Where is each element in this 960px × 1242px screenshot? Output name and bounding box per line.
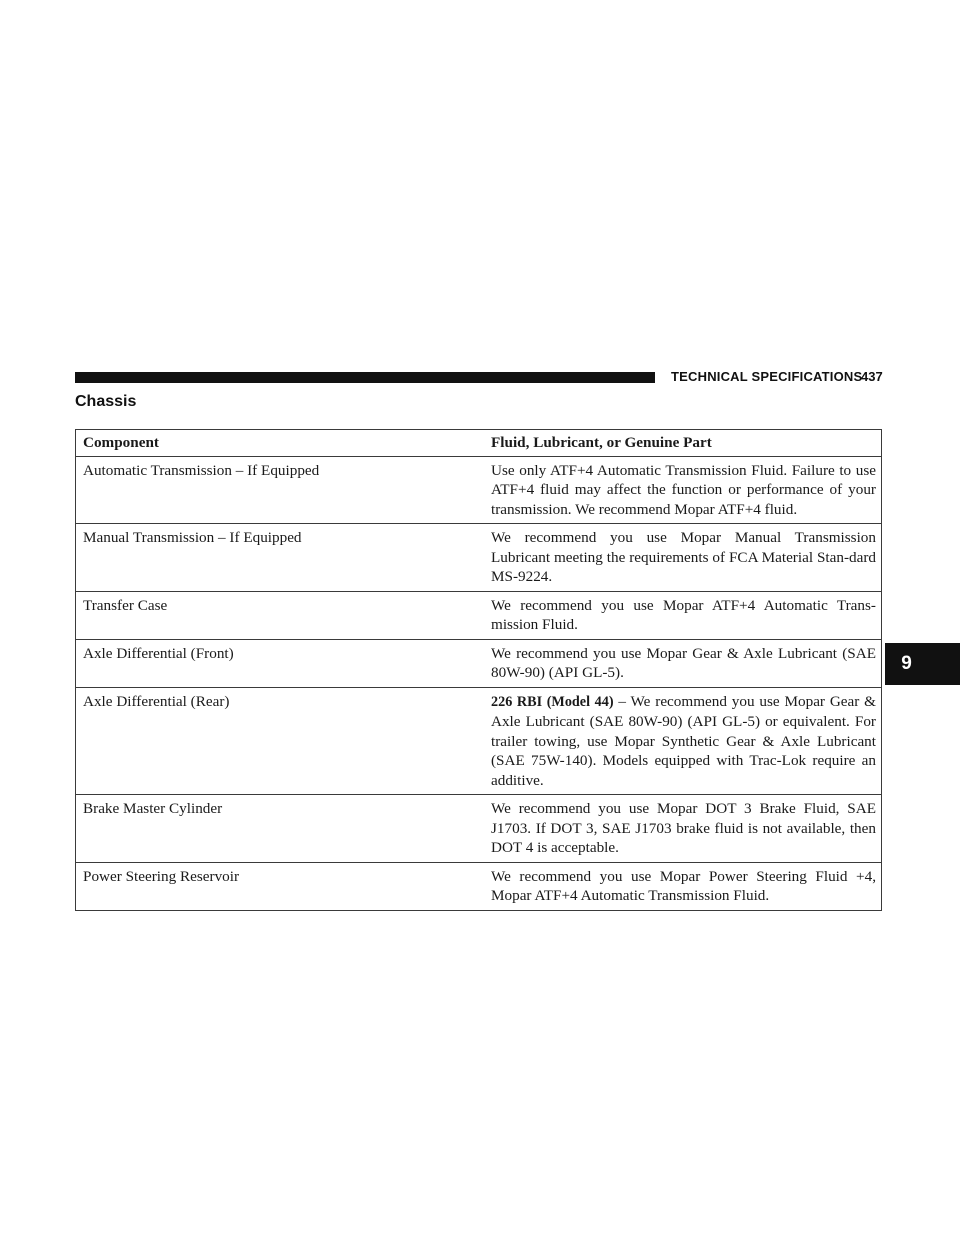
- chapter-tab-number: 9: [901, 653, 912, 674]
- row-fluid-text: We recommend you use Mopar Power Steering Fluid +4, Mopar ATF+4 Automatic Transmission Fluid.: [491, 867, 876, 904]
- table-row: [76, 795, 882, 863]
- page-number: 437: [861, 369, 883, 384]
- row-fluid-body: – We recommend you use Mopar Gear & Axle Lubricant (SAE 80W-90) (API GL-5) or equivalent. For trailer towing, use Mopar Synthetic Gear & Axle Lubricant (SAE 75W-140). Models equipped with Trac-Lok require an additive.: [491, 692, 876, 789]
- section-title: Chassis: [75, 393, 137, 410]
- chapter-tab: [885, 643, 960, 685]
- row-fluid: [484, 639, 882, 687]
- row-fluid: [484, 795, 882, 863]
- row-fluid-lead: 226 RBI (Model 44): [491, 693, 614, 710]
- row-component: Brake Master Cylinder: [76, 795, 485, 863]
- table-header-row: [76, 430, 882, 457]
- row-fluid: [484, 687, 882, 795]
- table-row: [76, 456, 882, 524]
- row-fluid-text: [491, 692, 876, 791]
- column-header-fluid: Fluid, Lubricant, or Genuine Part: [484, 430, 882, 457]
- table-row: [76, 687, 882, 795]
- row-fluid-text: We recommend you use Mopar ATF+4 Automatic Trans-mission Fluid.: [491, 596, 876, 633]
- row-fluid-text: We recommend you use Mopar Gear & Axle Lubricant (SAE 80W-90) (API GL-5).: [491, 644, 876, 681]
- running-header-title: TECHNICAL SPECIFICATIONS: [671, 369, 863, 384]
- table-row: [76, 591, 882, 639]
- row-fluid-text: We recommend you use Mopar Manual Transmission Lubricant meeting the requirements of FCA Material Stan-dard MS-9224.: [491, 529, 876, 585]
- row-fluid: [484, 862, 882, 910]
- column-header-component: Component: [76, 430, 485, 457]
- row-component: Automatic Transmission – If Equipped: [76, 456, 485, 524]
- row-component: Power Steering Reservoir: [76, 862, 485, 910]
- row-component: Manual Transmission – If Equipped: [76, 524, 485, 592]
- row-component: Axle Differential (Rear): [76, 687, 485, 795]
- chassis-fluids-table: [75, 429, 882, 911]
- table-row: [76, 524, 882, 592]
- row-component: Axle Differential (Front): [76, 639, 485, 687]
- table-row: [76, 862, 882, 910]
- row-fluid: [484, 524, 882, 592]
- header-rule-bar: [75, 372, 655, 383]
- row-fluid: [484, 456, 882, 524]
- table-row: [76, 639, 882, 687]
- row-component: Transfer Case: [76, 591, 485, 639]
- row-fluid: [484, 591, 882, 639]
- row-fluid-text: Use only ATF+4 Automatic Transmission Fluid. Failure to use ATF+4 fluid may affect the function or performance of your transmission. We recommend Mopar ATF+4 fluid.: [491, 461, 876, 518]
- row-fluid-text: We recommend you use Mopar DOT 3 Brake Fluid, SAE J1703. If DOT 3, SAE J1703 brake fluid is not available, then DOT 4 is acceptable.: [491, 800, 876, 856]
